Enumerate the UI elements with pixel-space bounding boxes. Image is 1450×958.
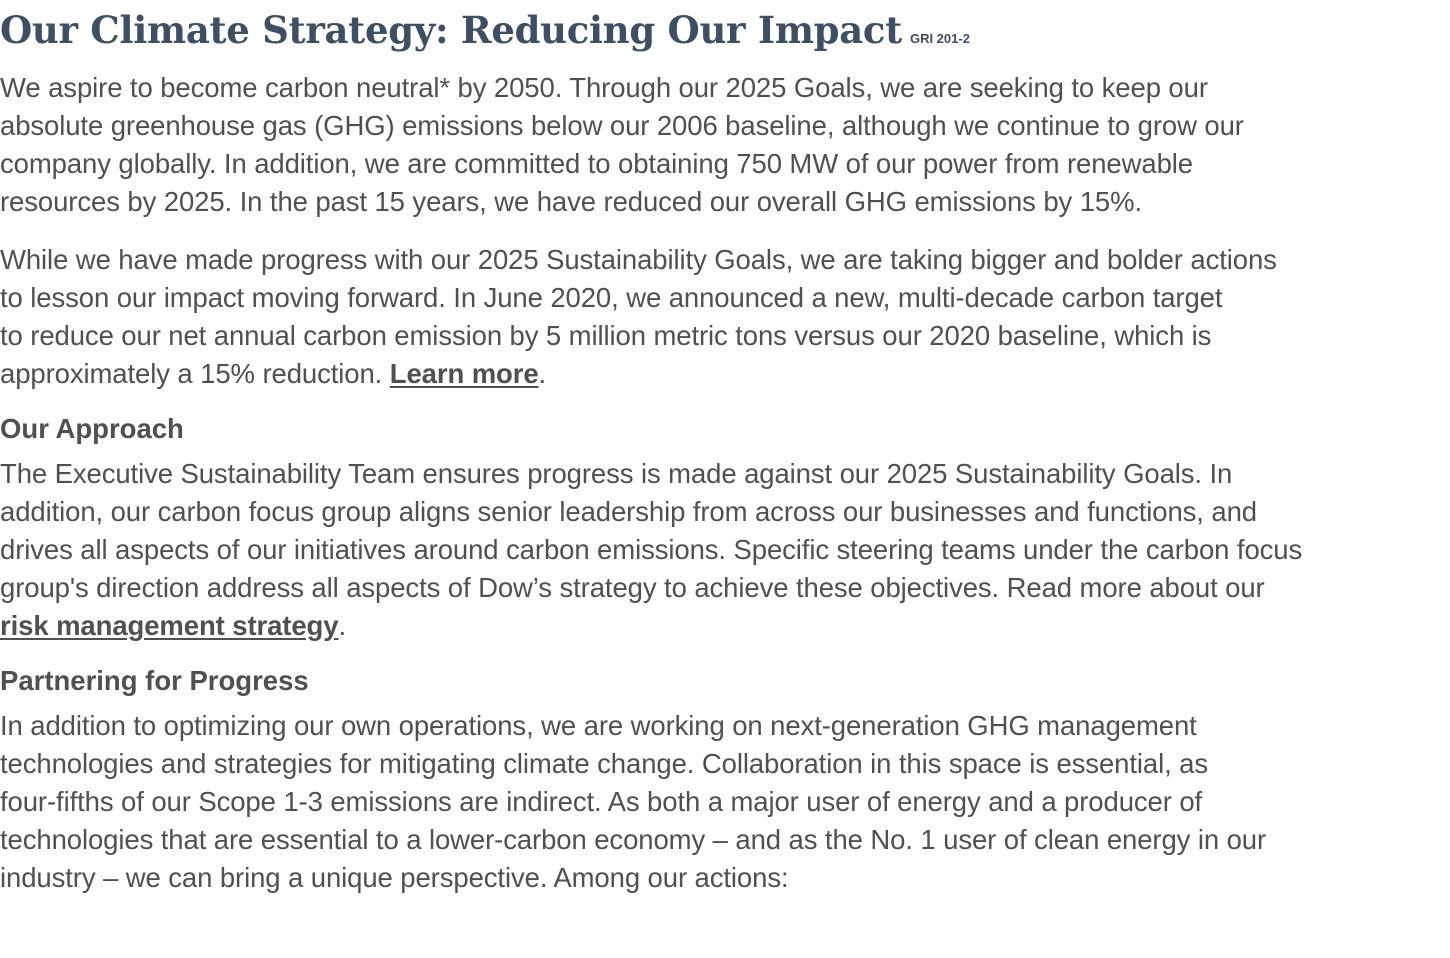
page-title: Our Climate Strategy: Reducing Our Impact xyxy=(0,8,902,52)
approach-period: . xyxy=(338,610,346,641)
intro-line: company globally. In addition, we are committed to obtaining 750 MW of our power from renewable xyxy=(0,148,1193,179)
partnering-line: four-fifths of our Scope 1-3 emissions are indirect. As both a major user of energy and a producer of xyxy=(0,786,1203,817)
approach-paragraph xyxy=(0,455,1450,645)
approach-line: addition, our carbon focus group aligns senior leadership from across our businesses and functions, and xyxy=(0,496,1257,527)
partnering-heading: Partnering for Progress xyxy=(0,665,309,696)
progress-line: to reduce our net annual carbon emission by 5 million metric tons versus our 2020 baseline, which is xyxy=(0,320,1212,351)
partnering-paragraph xyxy=(0,707,1450,897)
approach-line: drives all aspects of our initiatives around carbon emissions. Specific steering teams under the carbon focus xyxy=(0,534,1303,565)
page-title-row xyxy=(0,8,970,52)
partnering-line: technologies that are essential to a lower-carbon economy – and as the No. 1 user of clean energy in our xyxy=(0,824,1267,855)
learn-more-link[interactable]: Learn more xyxy=(389,358,539,389)
partnering-line: In addition to optimizing our own operations, we are working on next-generation GHG management xyxy=(0,710,1197,741)
intro-line: absolute greenhouse gas (GHG) emissions below our 2006 baseline, although we continue to grow our xyxy=(0,110,1244,141)
progress-last-line xyxy=(0,355,1450,393)
progress-line: to lesson our impact moving forward. In June 2020, we announced a new, multi-decade carbon target xyxy=(0,282,1223,313)
progress-line-text: approximately a 15% reduction. xyxy=(0,358,390,389)
progress-line: While we have made progress with our 2025 Sustainability Goals, we are taking bigger and bolder actions xyxy=(0,244,1277,275)
approach-line: group's direction address all aspects of Dow’s strategy to achieve these objectives. Read more about our xyxy=(0,572,1265,603)
approach-last-line xyxy=(0,607,1450,645)
approach-line: The Executive Sustainability Team ensures progress is made against our 2025 Sustainability Goals. In xyxy=(0,458,1233,489)
risk-management-strategy-link[interactable]: risk management strategy xyxy=(0,610,339,641)
partnering-line: industry – we can bring a unique perspective. Among our actions: xyxy=(0,862,789,893)
gri-tag: GRI 201-2 xyxy=(909,31,970,46)
intro-line: resources by 2025. In the past 15 years, we have reduced our overall GHG emissions by 15%. xyxy=(0,186,1143,217)
intro-paragraph xyxy=(0,69,1450,221)
our-approach-heading: Our Approach xyxy=(0,413,184,444)
intro-line: We aspire to become carbon neutral* by 2050. Through our 2025 Goals, we are seeking to keep our xyxy=(0,72,1208,103)
partnering-line: technologies and strategies for mitigating climate change. Collaboration in this space is essential, as xyxy=(0,748,1209,779)
progress-paragraph xyxy=(0,241,1450,393)
progress-period: . xyxy=(538,358,547,389)
